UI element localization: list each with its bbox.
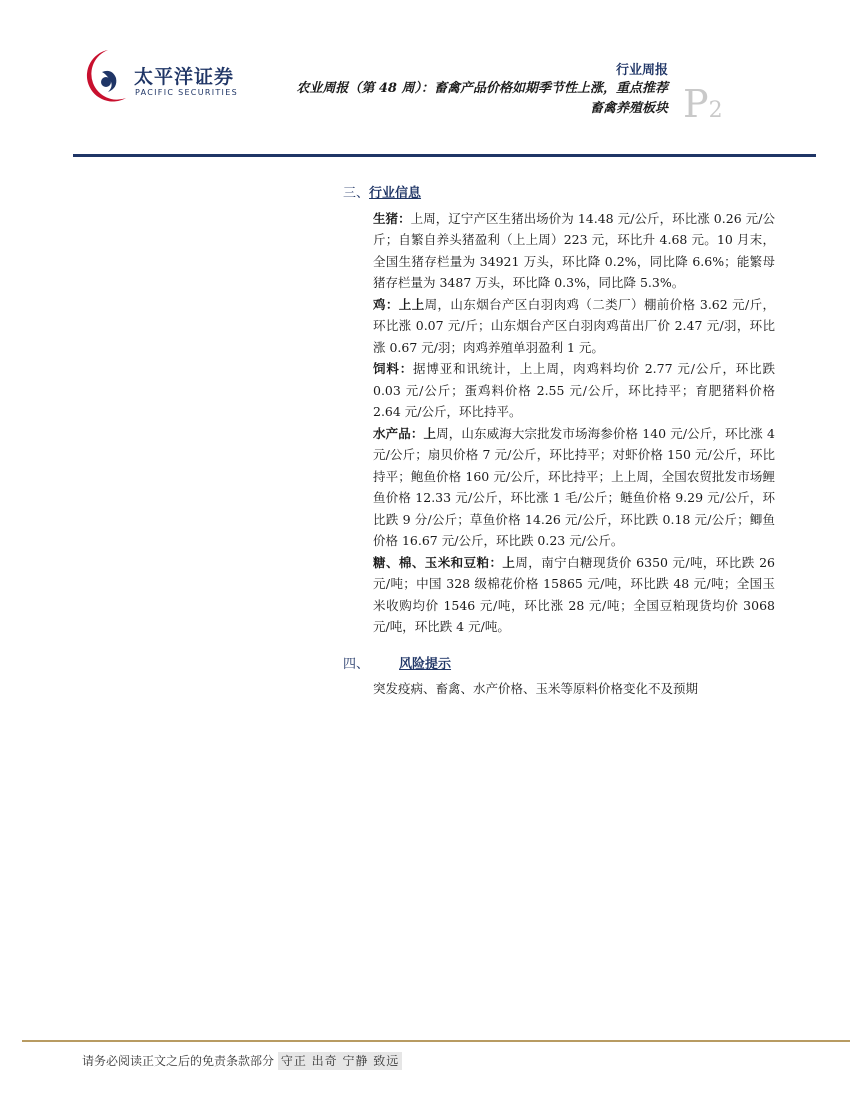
paragraph-commodities — [343, 552, 775, 638]
paragraph-label: 生猪： — [373, 210, 411, 226]
section-title: 行业信息 — [369, 186, 422, 201]
paragraph-text: 周，南宁白糖现货价 6350 元/吨，环比跌 26 元/吨；中国 328 级棉花价格 15865 元/吨，环比跌 48 元/吨；全国玉米收购均价 1546 元/吨，环比涨 28 元/吨；全国豆粕现货均价 3068 元/吨，环比跌 4 元/吨。 — [373, 554, 775, 634]
page-digit: 2 — [708, 98, 723, 123]
paragraph-label: 糖、棉、玉米和豆粕：上 — [373, 554, 516, 570]
footer — [82, 1052, 402, 1069]
report-title-line2: 畜禽养殖板块 — [589, 101, 668, 116]
paragraph-text: 上周，辽宁产区生猪出场价为 14.48 元/公斤，环比涨 0.26 元/公斤；自繁自养头猪盈利（上上周）223 元，环比升 4.68 元。10 月末，全国生猪存栏量为 34921 万头，环比降 0.2%，同比降 6.6%；能繁母猪存栏量为 3487 万头，环比降 0.3%，同比降 5.3%。 — [373, 210, 775, 290]
paragraph-feed — [343, 358, 775, 423]
logo-emblem-icon — [78, 42, 134, 112]
footer-motto: 守正 出奇 宁静 致远 — [278, 1052, 402, 1070]
page-number — [683, 82, 723, 126]
report-body — [343, 183, 775, 700]
report-type: 行业周报 — [615, 63, 668, 78]
footer-divider — [22, 1040, 850, 1042]
paragraph-text: 周，山东威海大宗批发市场海参价格 140 元/公斤，环比涨 4 元/公斤；扇贝价格 7 元/公斤，环比持平；对虾价格 150 元/公斤，环比持平；鲍鱼价格 160 元/公斤，环比持平；上上周，全国农贸批发市场鲤鱼价格 12.33 元/公斤，环比涨 1 毛/公斤；鲢鱼价格 9.29 元/公斤，环比跌 9 分/公斤；草鱼价格 14.26 元/公斤，环比跌 0.18 元/公斤；鲫鱼价格 16.67 元/公斤，环比跌 0.23 元/公斤。 — [373, 425, 775, 548]
footer-disclaimer: 请务必阅读正文之后的免责条款部分 — [82, 1054, 275, 1068]
section-title: 风险提示 — [399, 656, 452, 672]
report-title-line1: 农业周报（第 48 周）：畜禽产品价格如期季节性上涨，重点推荐 — [296, 81, 668, 96]
company-name-en: PACIFIC SECURITIES — [135, 88, 238, 97]
report-title — [198, 79, 668, 119]
paragraph-text: 周，山东烟台产区白羽肉鸡（二类厂）棚前价格 3.62 元/斤，环比涨 0.07 元/斤；山东烟台产区白羽肉鸡苗出厂价 2.47 元/羽，环比涨 0.67 元/羽；肉鸡养殖单羽盈利 1 元。 — [373, 296, 775, 355]
header-divider — [73, 154, 816, 157]
paragraph-label: 鸡：上上 — [373, 296, 425, 312]
paragraph-label: 水产品：上 — [373, 425, 437, 441]
section-industry-info-heading — [343, 183, 775, 205]
paragraph-aquatic — [343, 423, 775, 552]
paragraph-label: 饲料： — [373, 361, 414, 376]
section-number: 四、 — [343, 656, 370, 672]
paragraph-hog — [343, 208, 775, 294]
section-risk-heading — [343, 654, 775, 676]
company-name-cn: 太平洋证券 — [134, 66, 235, 88]
paragraph-risk: 突发疫病、畜禽、水产价格、玉米等原料价格变化不及预期 — [373, 681, 699, 696]
page-letter: P — [683, 82, 709, 126]
paragraph-text: 据博亚和讯统计，上上周，肉鸡料均价 2.77 元/公斤，环比跌 0.03 元/公斤；蛋鸡料价格 2.55 元/公斤，环比持平；育肥猪料价格 2.64 元/公斤，环比持平。 — [373, 361, 775, 419]
paragraph-chicken — [343, 294, 775, 359]
section-number: 三、 — [343, 186, 370, 201]
